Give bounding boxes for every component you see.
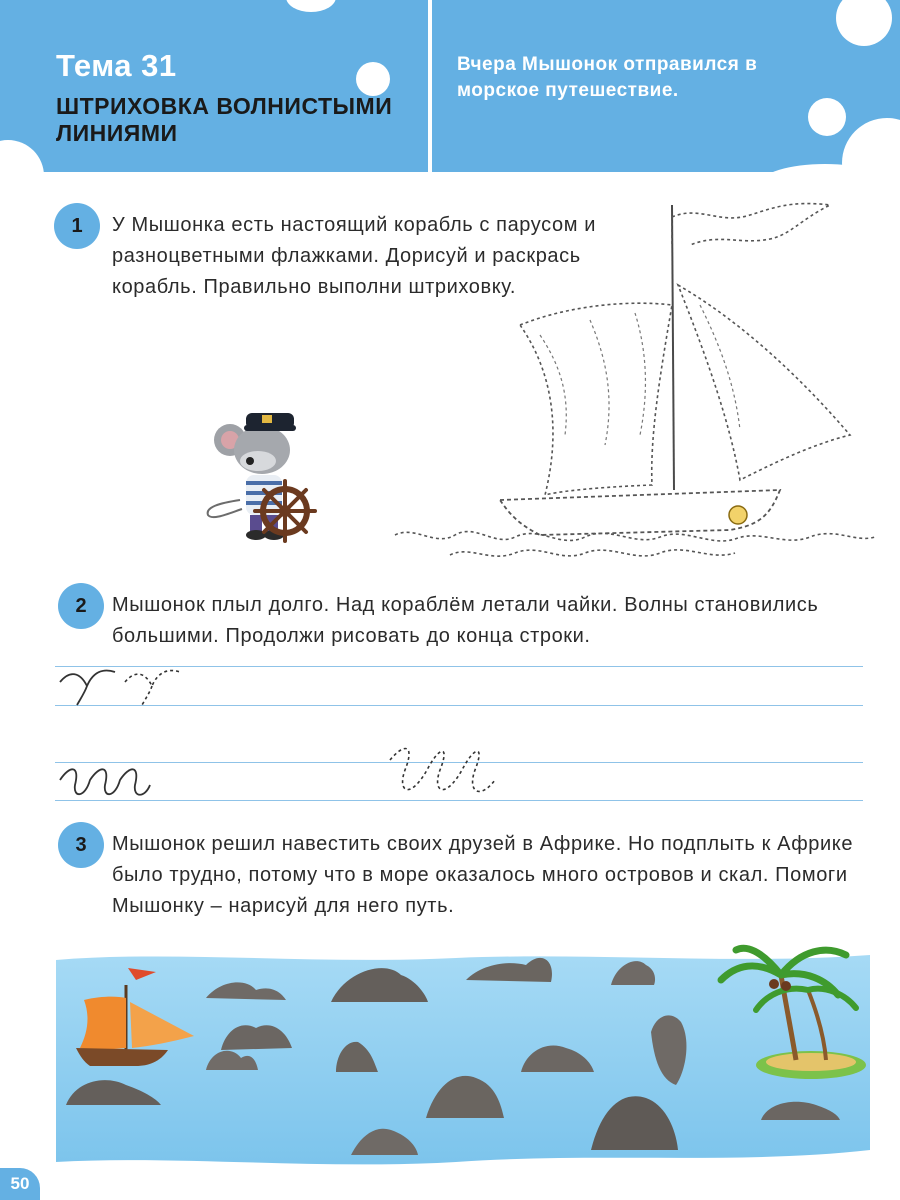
seagull-tracing-pattern (55, 660, 215, 710)
topic-header (0, 0, 900, 172)
task-1-text: У Мышонка есть настоящий корабль с парусом и разноцветными флажками. Дорисуй и раскрась корабль. Правильно выполни штриховку. (112, 214, 597, 298)
task-3-text: Мышонок решил навестить своих друзей в Африке. Но подплыть к Африке было трудно, потому что в море оказалось много островов и скал. Помоги Мышонку – нарисуй для него путь. (112, 833, 854, 917)
wave-tracing-pattern (55, 740, 515, 805)
header-divider (428, 0, 432, 172)
page-number: 50 (0, 1168, 40, 1200)
header-bubble (836, 0, 892, 46)
header-bubble (286, 0, 336, 12)
header-bubble (0, 140, 44, 212)
sailboat-outline-icon (390, 195, 880, 565)
header-bubble (356, 62, 390, 96)
intro-text: Вчера Мышонок отправился в морское путешествие. (457, 54, 758, 101)
task-2-text: Мышонок плыл долго. Над кораблём летали чайки. Волны становились большими. Продолжи рисовать до конца строки. (112, 594, 819, 647)
sea-maze-illustration (56, 940, 870, 1170)
topic-label: Тема 31 (56, 48, 177, 83)
topic-title: ШТРИХОВКА ВОЛНИСТЫМИ ЛИНИЯМИ (56, 93, 393, 146)
ship-wheel-icon (252, 478, 318, 544)
task-number-3: 3 (58, 822, 104, 868)
task-number-2: 2 (58, 583, 104, 629)
task-number-1: 1 (54, 203, 100, 249)
